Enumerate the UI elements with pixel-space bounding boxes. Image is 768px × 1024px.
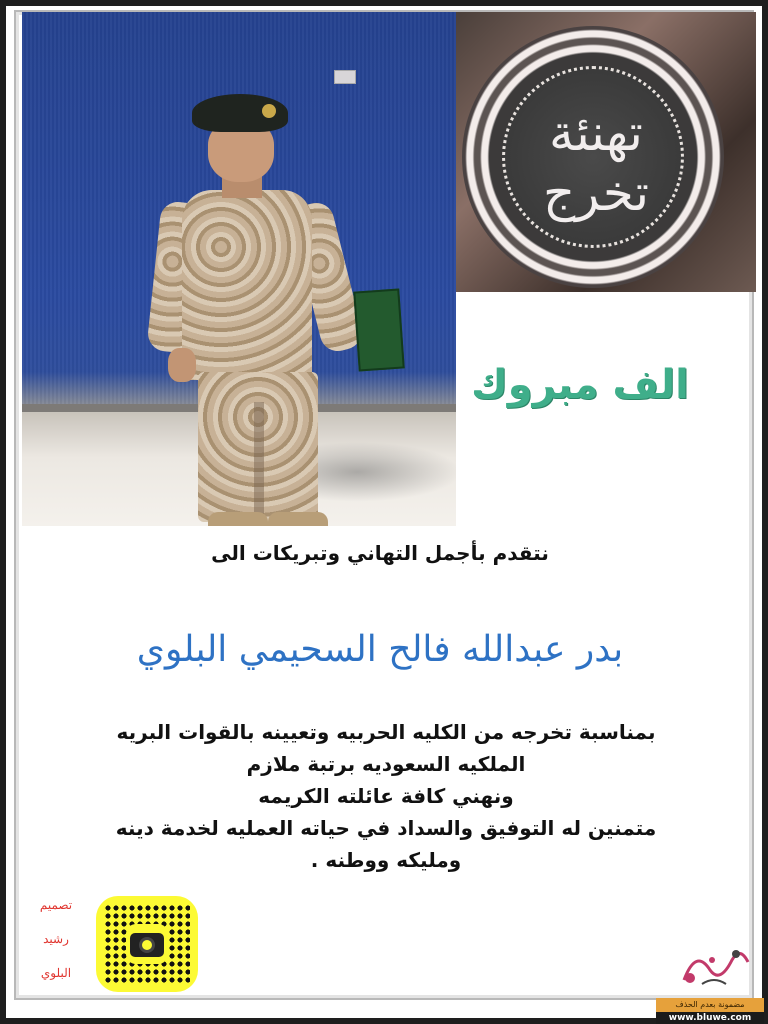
camera-icon [126, 924, 168, 964]
congrats-badge-box [456, 12, 756, 292]
designer-line-1: تصميم [39, 898, 73, 912]
designer-line-3: البلوي [40, 966, 72, 980]
soldier-right-boot [268, 512, 328, 526]
footer-url-link[interactable]: www.bluwe.com [656, 1012, 764, 1024]
message-line-2: الملكيه السعوديه برتبة ملازم [246, 752, 526, 776]
congrats-message [30, 716, 742, 876]
soldier-left-boot [208, 512, 268, 526]
camera-lens [139, 937, 155, 953]
snapchat-snapcode-icon[interactable] [96, 896, 198, 992]
soldier-hand [168, 348, 196, 382]
message-line-3: ونهني كافة عائلته الكريمه [258, 784, 514, 808]
soldier-torso [182, 190, 312, 380]
badge-line-1: تهنئة [549, 104, 643, 162]
graduate-photo [22, 12, 456, 526]
beret-badge-icon [262, 104, 276, 118]
congrats-badge [502, 66, 684, 248]
photo-wall-sign [334, 70, 356, 84]
message-line-4: متمنين له التوفيق والسداد في حياته العمليه لخدمة دينه [115, 816, 657, 840]
green-folder [353, 288, 404, 371]
mabrook-heading: الف مبروك [471, 362, 689, 408]
designer-line-2: رشيد [43, 932, 69, 946]
graduate-name: بدر عبدالله فالح السحيمي البلوي [136, 629, 624, 670]
message-line-5: ومليكه ووطنه . [310, 848, 462, 872]
site-logo-icon [676, 940, 752, 990]
footer-caption: مضمونة بعدم الحذف [656, 998, 764, 1012]
congrats-badge-text [505, 103, 687, 223]
message-line-1: بمناسبة تخرجه من الكليه الحربيه وتعيينه بالقوات البريه [116, 720, 656, 744]
soldier-legs-gap [254, 402, 264, 522]
badge-line-2: تخرج [542, 164, 650, 222]
intro-text: نتقدم بأجمل التهاني وتبريكات الى [211, 541, 549, 565]
designer-credit [28, 888, 84, 990]
